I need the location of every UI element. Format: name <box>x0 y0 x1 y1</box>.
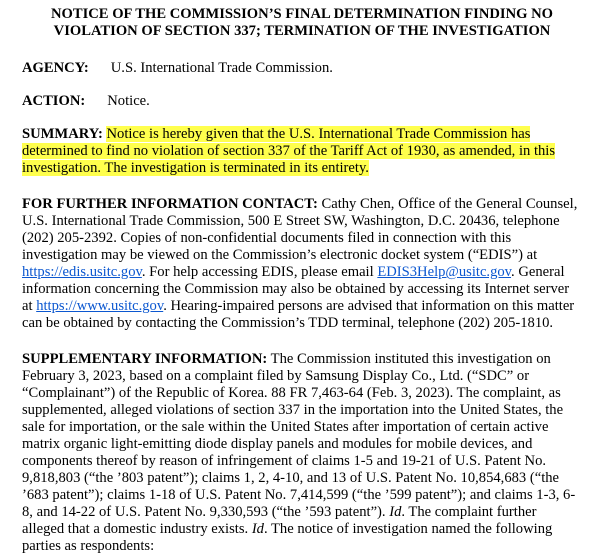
action-text: Notice. <box>107 93 150 109</box>
action-label: ACTION: <box>22 93 86 109</box>
title-line-2: VIOLATION OF SECTION 337; TERMINATION OF THE INVESTIGATION <box>53 23 551 39</box>
supplementary-text-2: . The complaint further alleged that a domestic industry exists. <box>22 504 537 537</box>
summary-paragraph <box>22 126 582 177</box>
edis-help-email-link[interactable]: EDIS3Help@usitc.gov <box>377 264 512 280</box>
contact-paragraph <box>22 196 582 332</box>
notice-title <box>22 6 582 40</box>
supplementary-text-3: . The notice of investigation named the following parties as respondents: <box>22 521 553 554</box>
action-paragraph <box>22 93 582 110</box>
contact-text-2: . For help accessing EDIS, please email <box>141 264 378 280</box>
contact-text-4: . Hearing-impaired persons are advised that information on this matter can be obtained by contacting the Commission’s TDD terminal, telephone (202) 205-1810. <box>22 298 575 331</box>
contact-text-3: . General information concerning the Commission may also be obtained by accessing its Internet server at <box>22 264 570 314</box>
title-line-1: NOTICE OF THE COMMISSION’S FINAL DETERMINATION FINDING NO <box>50 6 554 22</box>
agency-label: AGENCY: <box>22 60 89 76</box>
usitc-link[interactable]: https://www.usitc.gov <box>36 298 164 314</box>
summary-label: SUMMARY: <box>22 126 103 142</box>
supplementary-label: SUPPLEMENTARY INFORMATION: <box>22 351 268 367</box>
supplementary-paragraph <box>22 351 582 555</box>
supplementary-id-2: Id <box>251 521 264 537</box>
supplementary-id-1: Id <box>389 504 402 520</box>
supplementary-text-1: The Commission instituted this investigation on February 3, 2023, based on a complaint filed by Samsung Display Co., Ltd. (“SDC” or “Complainant”) of the Republic of Korea. 88 FR 7,463-64 (Feb. 3, 2023). The complaint, as supplemented, alleged violations of section 337 in the importation into the United States, the sale for importation, or the sale within the United States after importation of certain active matrix organic light-emitting diode display panels and modules for mobile devices, and components thereof by reason of infringement of claims 1-5 and 19-21 of U.S. Patent No. 9,818,803 (“the ’803 patent”); claims 1, 2, 4-10, and 13 of U.S. Patent No. 10,854,683 (“the ’683 patent”); claims 1-18 of U.S. Patent No. 7,414,599 (“the ’599 patent”); and claims 1-3, 6-8, and 14-22 of U.S. Patent No. 9,330,593 (“the ’593 patent”). <box>22 351 576 520</box>
summary-highlighted-text: Notice is hereby given that the U.S. International Trade Commission has determined to find no violation of section 337 of the Tariff Act of 1930, as amended, in this investigation. The investigation is terminated in its entirety. <box>22 126 556 176</box>
document-page <box>22 6 582 555</box>
contact-label: FOR FURTHER INFORMATION CONTACT: <box>22 196 318 212</box>
contact-text-1: Cathy Chen, Office of the General Counsel, U.S. International Trade Commission, 500 E Street SW, Washington, D.C. 20436, telephone (202) 205-2392. Copies of non-confidential documents filed in connection with this investigation may be viewed on the Commission’s electronic docket system (“EDIS”) at <box>22 196 578 263</box>
agency-text: U.S. International Trade Commission. <box>110 60 333 76</box>
agency-paragraph <box>22 60 582 77</box>
edis-link[interactable]: https://edis.usitc.gov <box>22 264 142 280</box>
